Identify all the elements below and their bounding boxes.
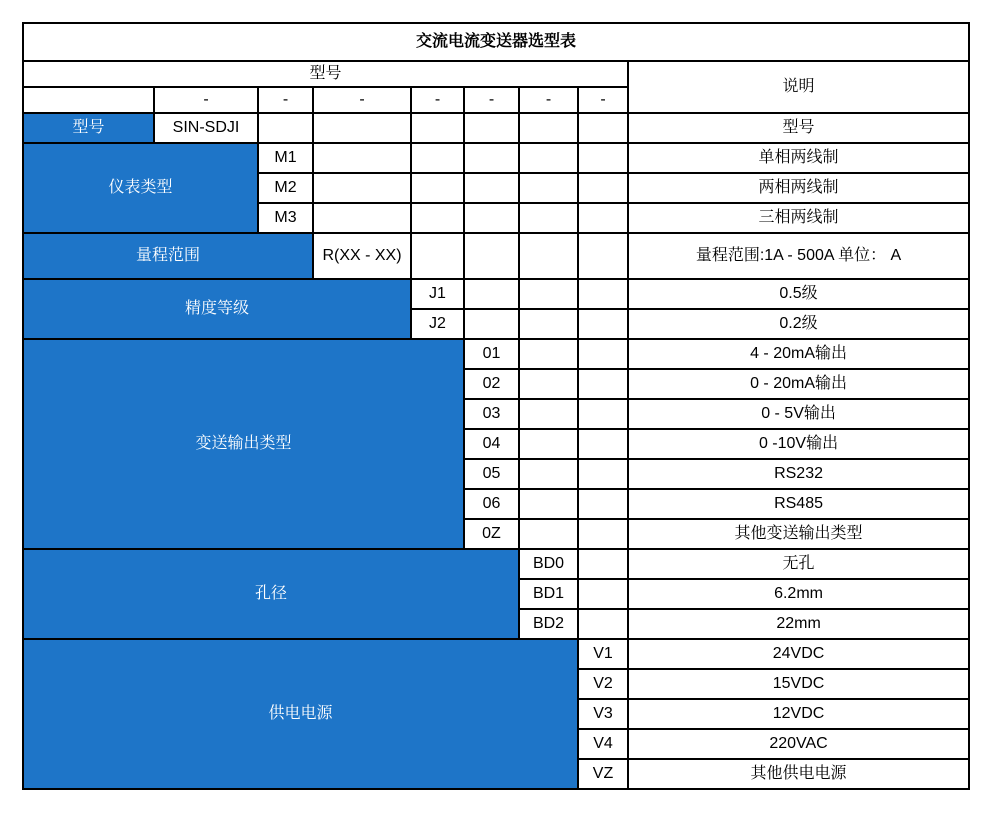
empty-cell — [313, 173, 411, 203]
empty-cell — [578, 459, 628, 489]
empty-cell — [578, 549, 628, 579]
empty-cell — [519, 399, 578, 429]
empty-cell — [411, 173, 464, 203]
empty-cell — [578, 113, 628, 143]
option-desc: RS232 — [628, 459, 969, 489]
empty-cell — [313, 203, 411, 233]
option-desc: 量程范围:1A - 500A 单位： A — [628, 233, 969, 279]
empty-cell — [519, 203, 578, 233]
empty-cell — [519, 339, 578, 369]
option-code: 06 — [464, 489, 519, 519]
empty-cell — [578, 143, 628, 173]
option-code: M3 — [258, 203, 313, 233]
option-desc: 单相两线制 — [628, 143, 969, 173]
section-label-aperture: 孔径 — [23, 549, 519, 639]
section-label-meter-type: 仪表类型 — [23, 143, 258, 233]
option-code: BD2 — [519, 609, 578, 639]
separator-cell: - — [578, 87, 628, 113]
empty-cell — [519, 173, 578, 203]
option-code: SIN-SDJI — [154, 113, 258, 143]
section-label-accuracy: 精度等级 — [23, 279, 411, 339]
empty-cell — [313, 143, 411, 173]
option-code: M1 — [258, 143, 313, 173]
option-code: 0Z — [464, 519, 519, 549]
option-desc: 三相两线制 — [628, 203, 969, 233]
option-desc: 4 - 20mA输出 — [628, 339, 969, 369]
empty-cell — [464, 173, 519, 203]
model-group-header: 型号 — [23, 61, 628, 87]
option-desc: 0.2级 — [628, 309, 969, 339]
option-desc: 22mm — [628, 609, 969, 639]
option-code: BD0 — [519, 549, 578, 579]
option-desc: 0 - 20mA输出 — [628, 369, 969, 399]
option-desc: 型号 — [628, 113, 969, 143]
option-code: V3 — [578, 699, 628, 729]
option-desc: 0 -10V输出 — [628, 429, 969, 459]
option-code: 02 — [464, 369, 519, 399]
empty-cell — [411, 233, 464, 279]
empty-cell — [313, 113, 411, 143]
empty-cell — [578, 579, 628, 609]
option-code: 03 — [464, 399, 519, 429]
option-desc: 220VAC — [628, 729, 969, 759]
option-desc: 0.5级 — [628, 279, 969, 309]
empty-cell — [578, 203, 628, 233]
option-desc: 其他供电电源 — [628, 759, 969, 789]
option-desc: 0 - 5V输出 — [628, 399, 969, 429]
empty-cell — [578, 519, 628, 549]
empty-cell — [578, 429, 628, 459]
option-desc: 24VDC — [628, 639, 969, 669]
option-code: 04 — [464, 429, 519, 459]
option-code: 01 — [464, 339, 519, 369]
empty-cell — [519, 369, 578, 399]
option-desc: 无孔 — [628, 549, 969, 579]
separator-cell: - — [258, 87, 313, 113]
empty-cell — [519, 279, 578, 309]
option-code: VZ — [578, 759, 628, 789]
option-code: M2 — [258, 173, 313, 203]
empty-cell — [578, 609, 628, 639]
section-label-output-type: 变送输出类型 — [23, 339, 464, 549]
empty-cell — [578, 233, 628, 279]
option-code: R(XX - XX) — [313, 233, 411, 279]
empty-cell — [464, 279, 519, 309]
blank-cell — [23, 87, 154, 113]
empty-cell — [464, 309, 519, 339]
separator-cell: - — [464, 87, 519, 113]
empty-cell — [519, 143, 578, 173]
empty-cell — [411, 203, 464, 233]
empty-cell — [519, 519, 578, 549]
description-header: 说明 — [628, 61, 969, 113]
option-code: J2 — [411, 309, 464, 339]
empty-cell — [258, 113, 313, 143]
option-desc: 6.2mm — [628, 579, 969, 609]
empty-cell — [464, 233, 519, 279]
section-label-model: 型号 — [23, 113, 154, 143]
option-desc: 其他变送输出类型 — [628, 519, 969, 549]
separator-cell: - — [519, 87, 578, 113]
empty-cell — [578, 489, 628, 519]
option-desc: 12VDC — [628, 699, 969, 729]
empty-cell — [578, 369, 628, 399]
empty-cell — [519, 429, 578, 459]
empty-cell — [578, 279, 628, 309]
empty-cell — [519, 459, 578, 489]
empty-cell — [464, 143, 519, 173]
empty-cell — [578, 309, 628, 339]
option-code: J1 — [411, 279, 464, 309]
option-code: V2 — [578, 669, 628, 699]
separator-cell: - — [154, 87, 258, 113]
option-code: 05 — [464, 459, 519, 489]
selection-table — [22, 22, 970, 790]
empty-cell — [578, 399, 628, 429]
empty-cell — [519, 309, 578, 339]
empty-cell — [519, 233, 578, 279]
empty-cell — [519, 489, 578, 519]
option-desc: 15VDC — [628, 669, 969, 699]
empty-cell — [411, 113, 464, 143]
empty-cell — [464, 113, 519, 143]
empty-cell — [519, 113, 578, 143]
empty-cell — [578, 339, 628, 369]
table-title: 交流电流变送器选型表 — [23, 23, 969, 61]
option-desc: 两相两线制 — [628, 173, 969, 203]
separator-cell: - — [411, 87, 464, 113]
section-label-power-supply: 供电电源 — [23, 639, 578, 789]
option-code: V1 — [578, 639, 628, 669]
section-label-range: 量程范围 — [23, 233, 313, 279]
option-code: V4 — [578, 729, 628, 759]
empty-cell — [578, 173, 628, 203]
empty-cell — [411, 143, 464, 173]
separator-cell: - — [313, 87, 411, 113]
option-code: BD1 — [519, 579, 578, 609]
option-desc: RS485 — [628, 489, 969, 519]
empty-cell — [464, 203, 519, 233]
